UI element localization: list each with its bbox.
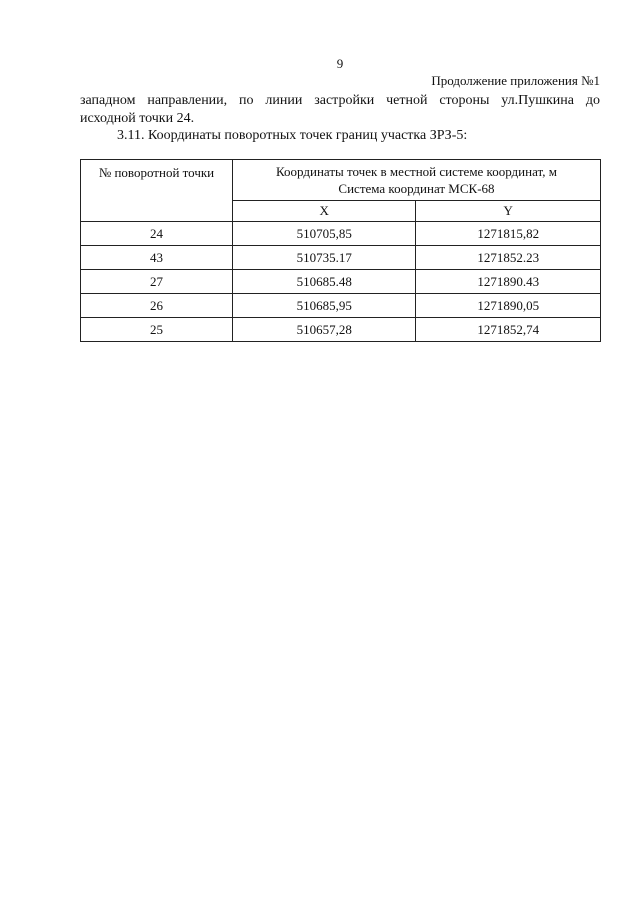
table-row: [81, 294, 601, 318]
cell-y: 1271852,74: [416, 318, 601, 342]
cell-x: 510685.48: [232, 270, 415, 294]
header-coordinate-system: [232, 160, 600, 201]
header-coordinate-system-line-1: Координаты точек в местной системе координат, м: [276, 164, 557, 179]
cell-point: 43: [81, 246, 233, 270]
coordinates-table: [80, 159, 601, 342]
cell-point: 25: [81, 318, 233, 342]
appendix-continuation-note: Продолжение приложения №1: [431, 73, 600, 88]
cell-x: 510685,95: [232, 294, 415, 318]
cell-point: 27: [81, 270, 233, 294]
page-number: 9: [336, 56, 344, 71]
cell-y: 1271815,82: [416, 222, 601, 246]
cell-x: 510657,28: [232, 318, 415, 342]
header-point-number: № поворотной точки: [81, 160, 233, 222]
table-row: [81, 270, 601, 294]
paragraph-line-1: западном направлении, по линии застройки четной стороны ул.Пушкина до: [80, 93, 600, 108]
header-coordinate-system-line-2: Система координат МСК-68: [338, 181, 495, 196]
cell-point: 26: [81, 294, 233, 318]
paragraph-line-2: исходной точки 24.: [80, 111, 195, 126]
cell-x: 510735.17: [232, 246, 415, 270]
cell-x: 510705,85: [232, 222, 415, 246]
body-paragraph: [80, 92, 600, 128]
cell-point: 24: [81, 222, 233, 246]
header-x: X: [232, 201, 415, 222]
table-row: [81, 246, 601, 270]
cell-y: 1271890.43: [416, 270, 601, 294]
table-row: [81, 222, 601, 246]
header-y: Y: [416, 201, 601, 222]
table-row: [81, 318, 601, 342]
cell-y: 1271890,05: [416, 294, 601, 318]
cell-y: 1271852.23: [416, 246, 601, 270]
section-heading: 3.11. Координаты поворотных точек границ участка ЗРЗ-5:: [117, 128, 468, 143]
